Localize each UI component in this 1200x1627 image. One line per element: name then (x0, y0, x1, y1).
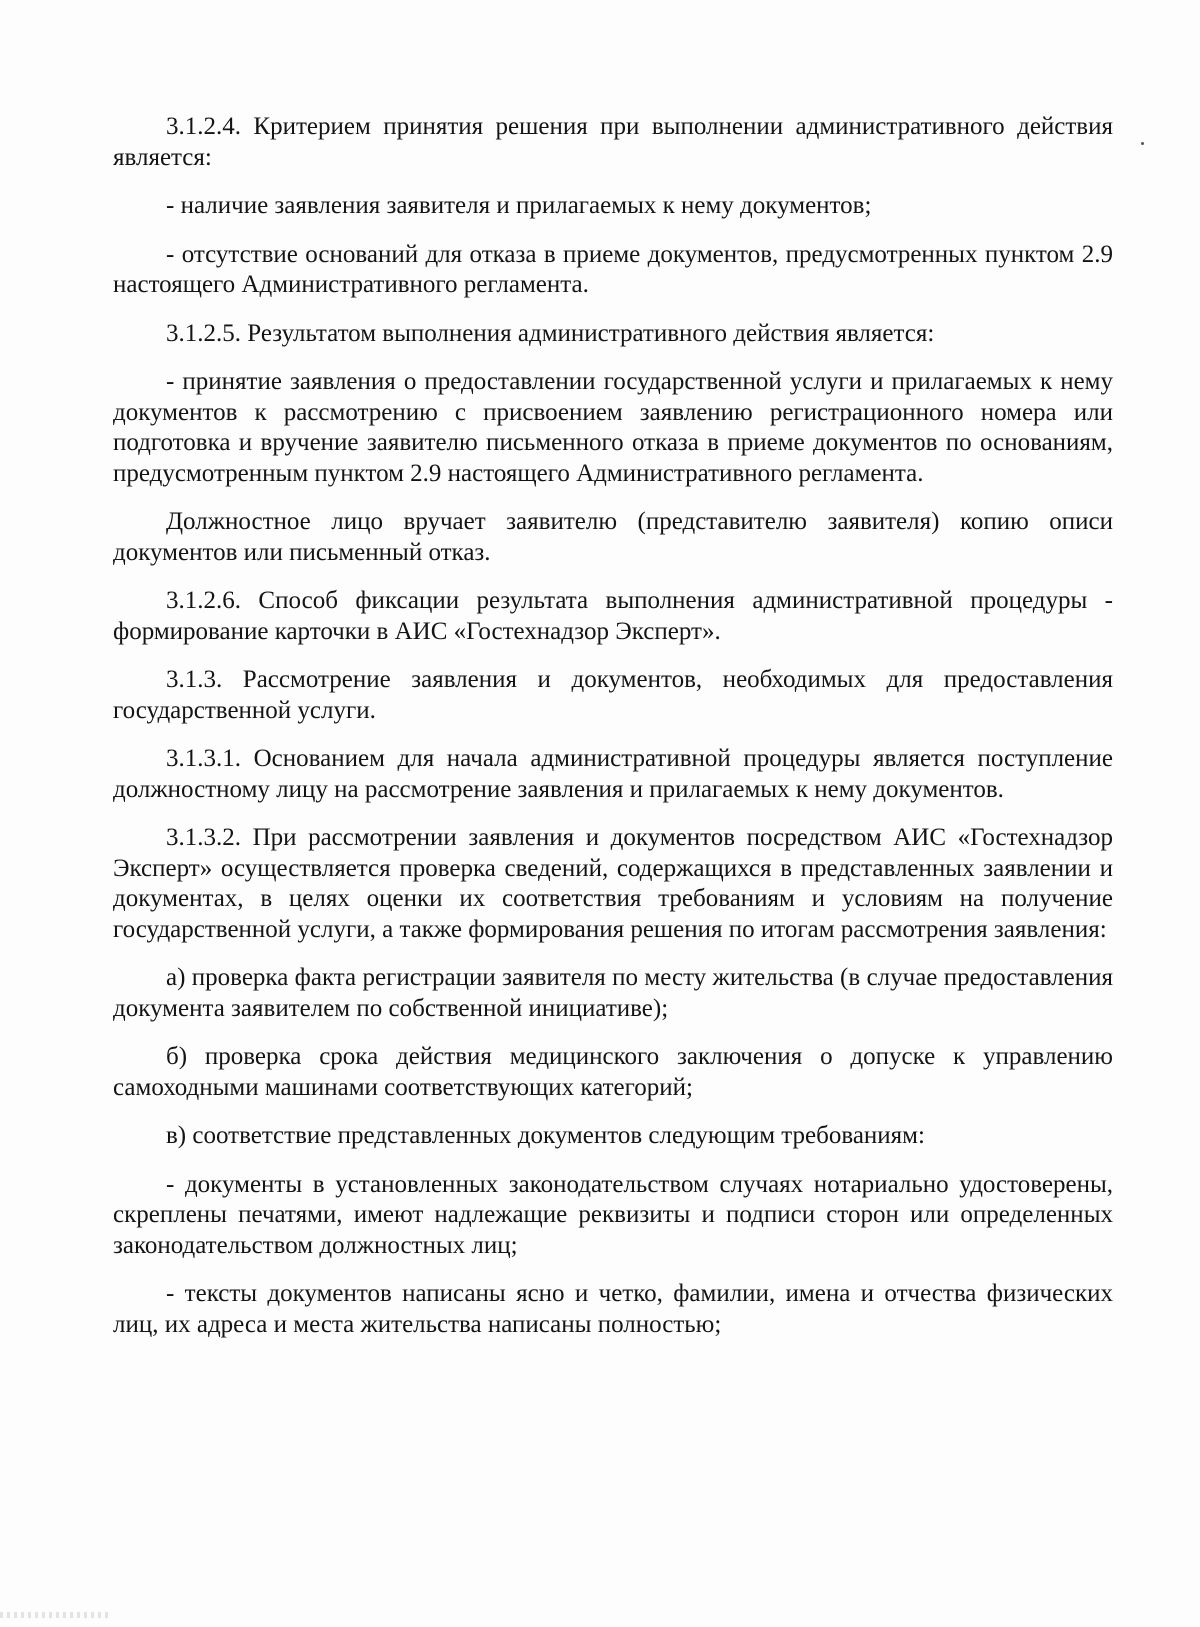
paragraph-item-v: в) соответствие представленных документов следующим требованиям: (166, 1122, 925, 1149)
paragraph-criterion-application: - наличие заявления заявителя и прилагаемых к нему документов; (166, 192, 872, 219)
document-body (113, 112, 1113, 1358)
paragraph-criterion-no-grounds: - отсутствие оснований для отказа в приеме документов, предусмотренных пунктом 2.9 настоящего Административного регламента. (113, 240, 1113, 298)
paragraph-3-1-2-5: 3.1.2.5. Результатом выполнения административного действия является: (166, 319, 935, 347)
scan-artifact-footer-mark (0, 1612, 112, 1618)
paragraph-requirement-clear-text: - тексты документов написаны ясно и четко, фамилии, имена и отчества физических лиц, их адреса и места жительства написаны полностью; (113, 1280, 1113, 1338)
paragraph-item-a: а) проверка факта регистрации заявителя по месту жительства (в случае предоставления документа заявителем по собственной инициативе); (113, 964, 1113, 1022)
paragraph-3-1-3-1: 3.1.3.1. Основанием для начала административной процедуры является поступление должностному лицу на рассмотрение заявления и прилагаемых к нему документов. (113, 745, 1113, 803)
paragraph-result-acceptance: - принятие заявления о предоставлении государственной услуги и прилагаемых к нему документов к рассмотрению с присвоением заявлению регистрационного номера или подготовка и вручение заявителю письменного отказа в приеме документов по основаниям, предусмотренным пунктом 2.9 настоящего Административного регламента. (113, 368, 1113, 487)
paragraph-requirement-notarized: - документы в установленных законодательством случаях нотариально удостоверены, скреплены печатями, имеют надлежащие реквизиты и подписи сторон или определенных законодательством должностных лиц; (113, 1170, 1113, 1259)
paragraph-3-1-2-4: 3.1.2.4. Критерием принятия решения при выполнении административного действия является: (113, 113, 1113, 171)
paragraph-item-b: б) проверка срока действия медицинского заключения о допуске к управлению самоходными машинами соответствующих категорий; (113, 1043, 1113, 1101)
paragraph-official-hands-copy: Должностное лицо вручает заявителю (представителю заявителя) копию описи документов или письменный отказ. (113, 508, 1113, 566)
paragraph-3-1-3: 3.1.3. Рассмотрение заявления и документов, необходимых для предоставления государственной услуги. (113, 666, 1113, 724)
paragraph-3-1-3-2: 3.1.3.2. При рассмотрении заявления и документов посредством АИС «Гостехнадзор Эксперт» осуществляется проверка сведений, содержащихся в представленных заявлении и документах, в целях оценки их соответствия требованиям и условиям на получение государственной услуги, а также формирования решения по итогам рассмотрения заявления: (113, 824, 1113, 943)
scan-artifact-dot (1141, 142, 1144, 145)
paragraph-3-1-2-6: 3.1.2.6. Способ фиксации результата выполнения административной процедуры - формирование карточки в АИС «Гостехнадзор Эксперт». (113, 587, 1113, 645)
